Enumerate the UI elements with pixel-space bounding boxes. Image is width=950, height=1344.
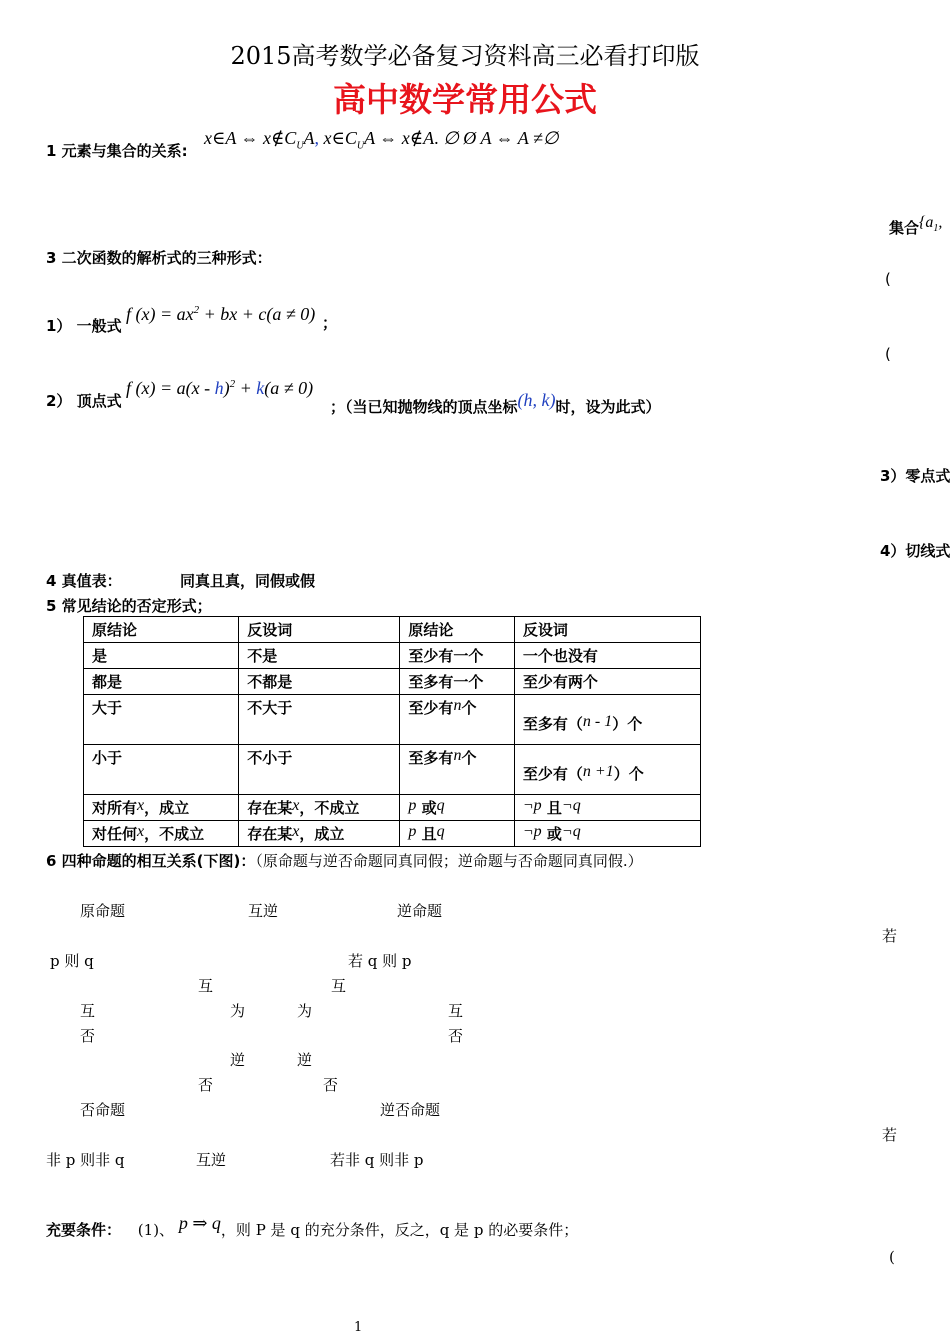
diag-original: 原命题: [80, 902, 126, 920]
s1-f2-end: A ⇔ x∉A: [364, 128, 435, 148]
diag-char: 否: [80, 1027, 96, 1045]
table-cell: 小于: [84, 745, 239, 795]
cell-q: ¬q: [561, 823, 581, 840]
cond-text: ，则 P 是 q 的充分条件，反之，q 是 p 的必要条件；: [220, 1221, 579, 1239]
table-cell: 大于: [84, 695, 239, 745]
s6-heading-line: [46, 850, 643, 871]
cell-pre: 至多有: [408, 749, 454, 767]
rm-set-label: 集合: [889, 219, 920, 237]
table-cell: [400, 821, 514, 847]
cell-var: x: [137, 823, 145, 840]
cell-math: n - 1: [582, 713, 613, 730]
table-cell: 一个也没有: [514, 643, 700, 669]
rm-set-tail: ,: [938, 214, 943, 231]
table-cell: 至少有一个: [400, 643, 514, 669]
rm-paren-3: (: [889, 1248, 895, 1266]
s3-general-end: ；: [322, 314, 338, 332]
s1-f2: x∈C: [323, 128, 357, 148]
diag-char: 否: [323, 1076, 339, 1094]
rm-paren-2: (: [885, 345, 891, 363]
diag-if-p-then-q: p 则 q: [50, 952, 94, 970]
cell-post: ）个: [612, 715, 643, 733]
cell-pre: 至少有（: [522, 765, 583, 783]
table-row: [84, 745, 701, 795]
cell-q: q: [436, 797, 445, 814]
table-cell: 不是: [239, 643, 400, 669]
rm-ruo-2: 若: [882, 1126, 898, 1144]
cell-lower: [523, 747, 644, 784]
cell-post: ，成立: [299, 825, 345, 843]
diag-mutual-inverse-bottom: 互逆: [196, 1151, 227, 1169]
cell-mid: 且: [416, 825, 437, 843]
cell-pre: 存在某: [247, 799, 293, 817]
negation-table: [83, 616, 701, 847]
table-cell: 反设词: [514, 617, 700, 643]
cell-post: ，不成立: [144, 825, 205, 843]
cell-p: ¬p: [522, 823, 542, 840]
table-row: [84, 695, 701, 745]
cell-post: ，不成立: [299, 799, 360, 817]
cond-line: [46, 1213, 578, 1240]
table-cell: 原结论: [84, 617, 239, 643]
table-row: [84, 821, 701, 847]
s3-vertex-plus: +: [235, 378, 257, 398]
rm-set-sub: 1: [933, 223, 939, 235]
cell-p: p: [408, 797, 417, 814]
cell-pre: 至少有: [408, 699, 454, 717]
s1-dot: .: [434, 128, 439, 148]
table-cell: [514, 795, 700, 821]
cell-p: p: [408, 823, 417, 840]
cell-q: ¬q: [561, 797, 581, 814]
diag-char: 逆: [230, 1051, 246, 1069]
table-cell: [514, 695, 700, 745]
table-cell: [239, 821, 400, 847]
s4-label: 4 真值表：: [46, 572, 122, 590]
table-cell: 都是: [84, 669, 239, 695]
table-cell: [84, 821, 239, 847]
diag-char: 否: [448, 1027, 464, 1045]
table-cell: [514, 745, 700, 795]
cell-post: ）个: [613, 765, 644, 783]
s3-general-formula: [126, 304, 315, 325]
s3-vertex-sup: 2: [229, 378, 236, 390]
table-cell: [84, 795, 239, 821]
cond-label: 充要条件：: [46, 1221, 122, 1239]
cell-post: 个: [461, 699, 477, 717]
diag-if-not-q-then-not-p: 若非 q 则非 p: [330, 1151, 424, 1169]
s3-general-sup: 2: [193, 304, 200, 316]
table-cell: [400, 745, 514, 795]
diag-char: 为: [297, 1002, 313, 1020]
rm-ruo-1: 若: [882, 927, 898, 945]
s1-f1: x∈A ⇔ x∉C: [204, 128, 297, 148]
table-cell: 原结论: [400, 617, 514, 643]
cell-var: n: [453, 697, 462, 714]
diag-char: 为: [230, 1002, 246, 1020]
cell-math: n +1: [582, 763, 614, 780]
rm-tangent-form: 4）切线式: [880, 542, 950, 560]
table-cell: 不都是: [239, 669, 400, 695]
s3-general-rest: + bx + c(a ≠ 0): [199, 304, 316, 324]
cell-pre: 对任何: [92, 825, 138, 843]
diag-char: 逆: [297, 1051, 313, 1069]
s1-f1-end: A: [303, 128, 315, 148]
table-cell: [400, 795, 514, 821]
diag-negation: 否命题: [80, 1101, 126, 1119]
cell-post: 个: [461, 749, 477, 767]
table-cell: [514, 821, 700, 847]
s3-vertex-point: (h, k): [517, 390, 556, 410]
diag-char: 互: [331, 977, 347, 995]
s3-heading: 3 二次函数的解析式的三种形式：: [46, 249, 272, 267]
cell-var: x: [137, 797, 145, 814]
cell-pre: 至多有（: [522, 715, 583, 733]
rm-paren-1: (: [885, 270, 891, 288]
table-cell: [239, 795, 400, 821]
table-row: [84, 795, 701, 821]
cell-p: ¬p: [522, 797, 542, 814]
table-cell: 至多有一个: [400, 669, 514, 695]
s3-general-f: f (x) = ax: [126, 304, 194, 324]
table-cell: 是: [84, 643, 239, 669]
s6-note: （原命题与逆否命题同真同假；逆命题与否命题同真同假.）: [255, 852, 643, 870]
cell-mid: 或: [541, 825, 562, 843]
cond-num: (1)、: [137, 1221, 175, 1239]
s3-vertex-close: ): [223, 378, 230, 398]
cell-var: x: [292, 797, 300, 814]
table-cell: 不小于: [239, 745, 400, 795]
cond-formula: p ⇒ q: [178, 1213, 221, 1233]
page-number: 1: [354, 1320, 363, 1335]
rm-set-brace: {a: [919, 214, 934, 231]
diag-inverse: 逆命题: [397, 902, 443, 920]
doc-subtitle: 高中数学常用公式: [333, 80, 597, 119]
table-cell: 至少有两个: [514, 669, 700, 695]
table-row: [84, 617, 701, 643]
cell-lower: [523, 697, 642, 734]
s4-text: 同真且真，同假或假: [180, 572, 316, 590]
cell-q: q: [436, 823, 445, 840]
rm-set: [889, 214, 942, 238]
s3-vertex-rest: (a ≠ 0): [264, 378, 314, 398]
doc-title: 2015高考数学必备复习资料高三必看打印版: [230, 42, 700, 70]
s3-vertex-note-post: 时，设为此式）: [555, 398, 661, 416]
s1-label: 1 元素与集合的关系:: [46, 142, 188, 160]
s6-heading: 6 四种命题的相互关系(下图)：: [46, 852, 256, 870]
diag-not-p-then-not-q: 非 p 则非 q: [46, 1151, 125, 1169]
s3-vertex-k: k: [256, 378, 265, 398]
s1-f3: ∅ Ø A ⇔ A ≠∅: [443, 128, 559, 148]
s1-f1-sub: U: [296, 140, 304, 152]
cell-mid: 且: [541, 799, 562, 817]
diag-char: 互: [198, 977, 214, 995]
diag-char: 互: [448, 1002, 464, 1020]
s3-vertex-note-pre: ；（当已知抛物线的顶点坐标: [330, 398, 518, 416]
s1-formula: [204, 128, 559, 152]
table-row: [84, 669, 701, 695]
table-cell: 不大于: [239, 695, 400, 745]
s3-vertex-formula: [126, 378, 313, 399]
cell-post: ，成立: [144, 799, 190, 817]
s1-comma: ,: [314, 128, 320, 148]
s3-vertex-label: 2） 顶点式: [46, 392, 122, 410]
diag-contrapositive: 逆否命题: [380, 1101, 441, 1119]
cell-pre: 对所有: [92, 799, 138, 817]
diag-if-q-then-p: 若 q 则 p: [348, 952, 412, 970]
cell-mid: 或: [416, 799, 437, 817]
table-row: [84, 643, 701, 669]
table-cell: [400, 695, 514, 745]
rm-set-formula: [919, 214, 943, 235]
diag-mutual-inverse-top: 互逆: [248, 902, 279, 920]
rm-zero-form: 3）零点式: [880, 467, 950, 485]
diag-char: 否: [198, 1076, 214, 1094]
s3-vertex-h: h: [214, 378, 224, 398]
s5-heading: 5 常见结论的否定形式；: [46, 597, 212, 615]
s3-vertex-f1: f (x) = a(x -: [126, 378, 215, 398]
s3-general-label: 1） 一般式: [46, 317, 122, 335]
cell-var: x: [292, 823, 300, 840]
s3-vertex-note: [330, 390, 661, 417]
s1-f2-sub: U: [356, 140, 365, 152]
diag-char: 互: [80, 1002, 96, 1020]
cell-var: n: [453, 747, 462, 764]
table-cell: 反设词: [239, 617, 400, 643]
cell-pre: 存在某: [247, 825, 293, 843]
